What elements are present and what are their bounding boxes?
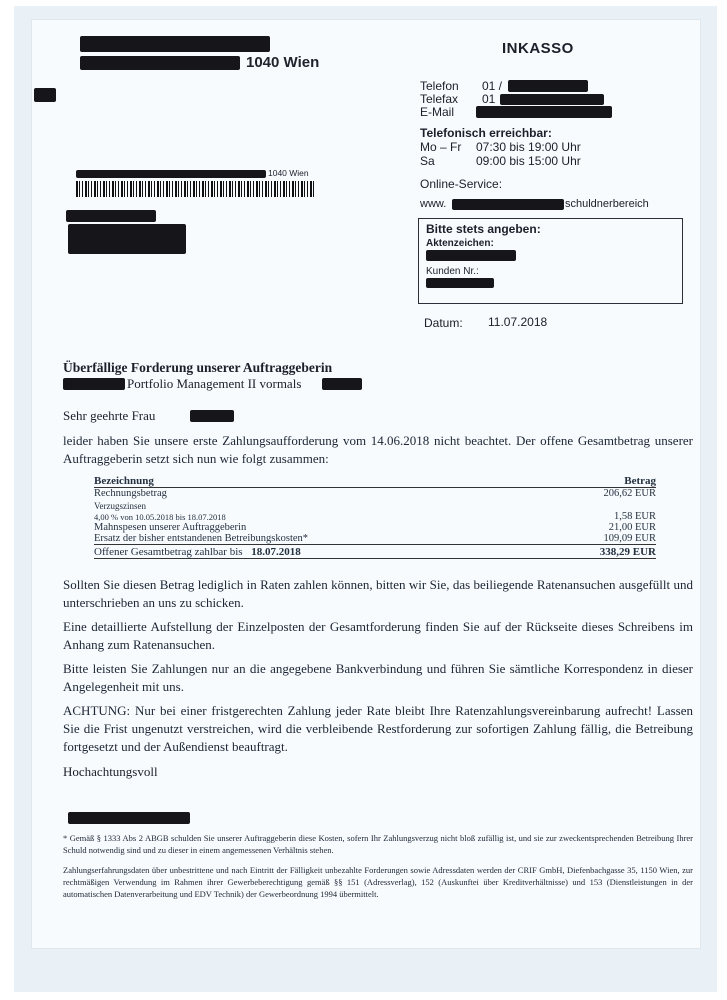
row-desc: Verzugszinsen	[94, 501, 146, 511]
redacted-url	[452, 199, 564, 210]
sender-city: 1040 Wien	[246, 54, 320, 71]
row-amount: 21,00 EUR	[608, 522, 656, 533]
row-desc: 4,00 % von 10.05.2018 bis 18.07.2018	[94, 512, 226, 522]
redacted-return-address	[76, 170, 266, 178]
paragraph-installments: Sollten Sie diesen Betrag lediglich in Raten zahlen können, bitten wir Sie, das beiliegende Ratenansuchen ausgefüllt und unterschrieben an uns zu schicken.	[63, 577, 693, 610]
online-label: Online-Service:	[420, 177, 503, 191]
hours-row-saturday	[420, 154, 581, 168]
col-description: Bezeichnung	[94, 475, 154, 487]
footnote-crif: Zahlungserfahrungsdaten über unbestrittene und nach Eintritt der Fälligkeit unbezahlte Forderungen sowie Adressdaten werden der CRIF GmbH, Diefenbachgasse 35, 1150 Wien, zur rechtmäßigen Verwendung im Rahmen ihrer Gewerbeberechtigung gemäß §§ 151 (Adressverlag), 152 (Auskunftei über Kreditverhältnisse) und 153 (Dienstleistungen in der automatischen Datenverarbeitung und EDV Technik) der Gewerbeordnung 1994 übermittelt.	[63, 865, 693, 899]
date-value: 11.07.2018	[488, 315, 548, 329]
table-header	[94, 474, 656, 488]
table-row	[94, 522, 656, 533]
phone-value: 01 /	[482, 79, 503, 93]
hours-row-weekdays	[420, 140, 581, 154]
fax-label: Telefax	[420, 92, 459, 106]
col-amount: Betrag	[624, 475, 656, 487]
redacted-recipient-address	[68, 224, 186, 254]
redacted-recipient-surname	[190, 410, 234, 422]
paragraph-details: Eine detaillierte Aufstellung der Einzelposten der Gesamtforderung finden Sie auf der Rückseite dieses Schreibens im Anhang zum Ratenansuchen.	[63, 619, 693, 652]
hours-day-weekdays: Mo – Fr	[420, 140, 462, 154]
table-total-row	[94, 544, 656, 559]
total-amount: 338,29 EUR	[599, 546, 656, 558]
salutation: Sehr geehrte Frau	[63, 408, 156, 423]
redacted-fax	[500, 94, 604, 105]
row-amount: 206,62 EUR	[603, 488, 656, 499]
fax-value: 01	[482, 92, 496, 106]
redacted-case-number	[426, 250, 516, 261]
footnote-costs: * Gemäß § 1333 Abs 2 ABGB schulden Sie unserer Auftraggeberin diese Kosten, sofern Ihr Zahlungsverzug nicht bloß zufällig ist, und sie zur zweckentsprechenden Betreibung Ihrer Schuld notwendig sind und zu dieser in einem angemessenen Verhältnis stehen.	[63, 833, 693, 855]
redacted-email	[476, 106, 612, 118]
hours-title: Telefonisch erreichbar:	[420, 126, 552, 140]
redacted-sender-street	[80, 56, 240, 70]
table-row	[94, 499, 656, 511]
redacted-sender-name	[80, 36, 270, 52]
total-due-date: 18.07.2018	[251, 546, 301, 558]
letter-subject: Überfällige Forderung unserer Auftraggeberin	[63, 360, 333, 375]
redacted-client-former	[322, 378, 362, 390]
paragraph-bank: Bitte leisten Sie Zahlungen nur an die angegebene Bankverbindung und führen Sie sämtliche Korrespondenz in dieser Angelegenheit mit uns.	[63, 661, 693, 694]
online-url-prefix: www.	[420, 198, 447, 210]
phone-label: Telefon	[420, 79, 459, 93]
redacted-signature	[68, 812, 190, 824]
hours-time-saturday: 09:00 bis 15:00 Uhr	[476, 154, 581, 168]
hours-time-weekdays: 07:30 bis 19:00 Uhr	[476, 140, 581, 154]
reference-box-title: Bitte stets angeben:	[426, 222, 541, 236]
table-row	[94, 511, 656, 522]
date-label: Datum:	[424, 316, 463, 330]
redacted-client-name	[63, 378, 125, 390]
table-row	[94, 533, 656, 544]
total-label: Offener Gesamtbetrag zahlbar bis	[94, 546, 243, 558]
row-desc: Ersatz der bisher entstandenen Betreibungskosten*	[94, 533, 309, 544]
row-desc: Rechnungsbetrag	[94, 488, 167, 499]
intro-paragraph: leider haben Sie unsere erste Zahlungsaufforderung vom 14.06.2018 nicht beachtet. Der offene Gesamtbetrag unserer Auftraggeberin setzt sich nun wie folgt zusammen:	[63, 433, 693, 466]
table-row	[94, 488, 656, 499]
redacted-recipient-line1	[66, 210, 156, 222]
postal-barcode	[76, 181, 314, 197]
redacted-phone	[508, 80, 588, 92]
client-line: Portfolio Management II vormals	[127, 376, 302, 391]
customer-number-label: Kunden Nr.:	[426, 266, 479, 277]
brand-title: INKASSO	[502, 40, 574, 57]
hours-day-saturday: Sa	[420, 154, 435, 168]
total-label-group	[94, 546, 301, 558]
email-label: E-Mail	[420, 105, 455, 119]
closing: Hochachtungsvoll	[63, 764, 158, 779]
address-small: 1040 Wien	[268, 168, 309, 178]
case-number-label: Aktenzeichen:	[426, 238, 494, 249]
online-url-suffix: schuldnerbereich	[565, 198, 649, 210]
row-desc: Mahnspesen unserer Auftraggeberin	[94, 522, 247, 533]
redacted-customer-number	[426, 278, 494, 288]
paragraph-warning: ACHTUNG: Nur bei einer fristgerechten Zahlung jeder Rate bleibt Ihre Ratenzahlungsvereinbarung aufrecht! Lassen Sie die Frist ungenutzt verstreichen, wird die verbleibende Restforderung zur sofortigen Zahlung fällig, die Betreibung fortgesetzt und der Außendienst beauftragt.	[63, 703, 693, 754]
row-amount: 109,09 EUR	[603, 533, 656, 544]
row-amount: 1,58 EUR	[614, 511, 656, 522]
claim-table	[94, 474, 656, 559]
redacted-logo	[34, 88, 56, 102]
